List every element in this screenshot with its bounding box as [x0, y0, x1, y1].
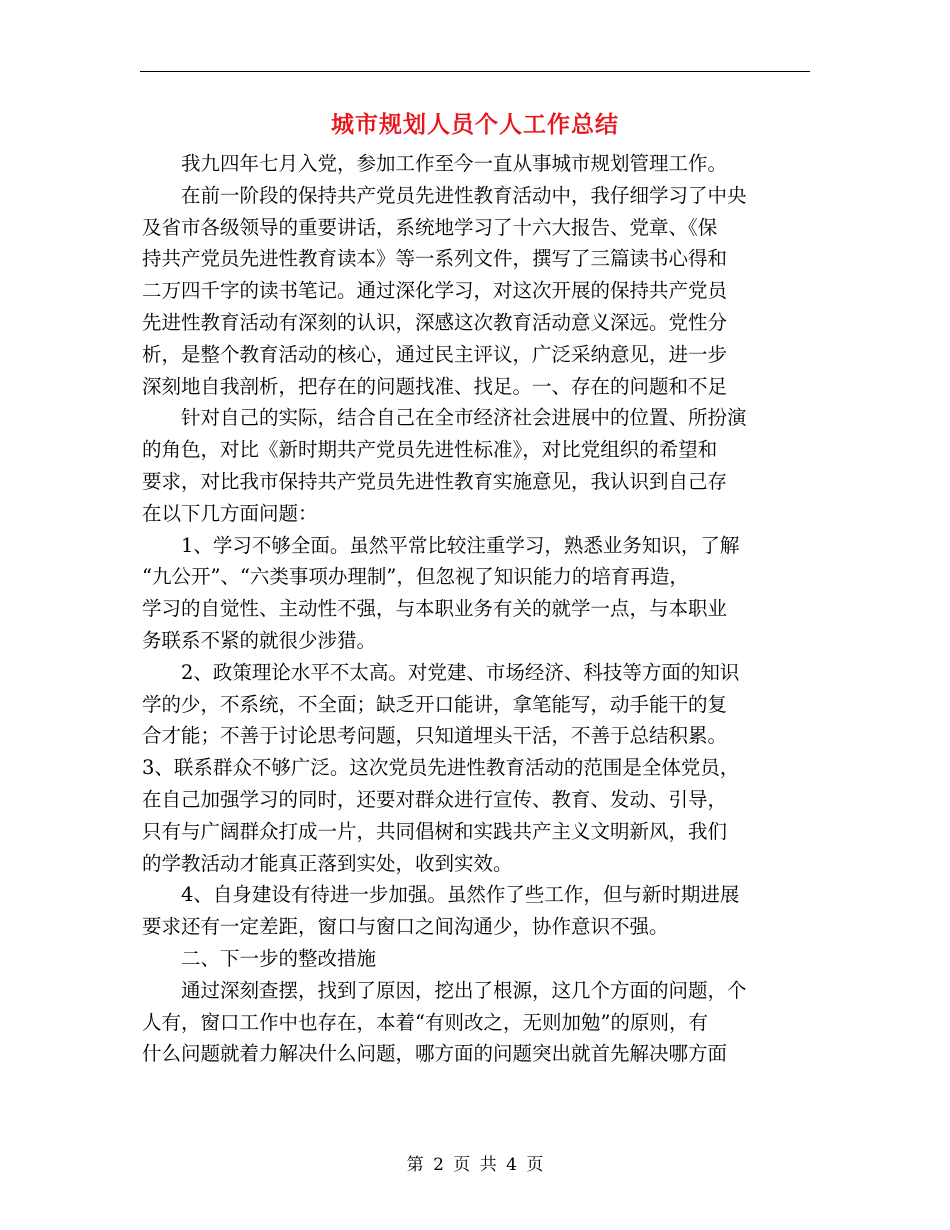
- body-line: 要求，对比我市保持共产党员先进性教育实施意见，我认识到自己存: [142, 469, 728, 493]
- body-line: 持共产党员先进性教育读本》等一系列文件，撰写了三篇读书心得和: [142, 247, 728, 271]
- document-title: 城市规划人员个人工作总结: [331, 111, 619, 138]
- body-line: 学习的自觉性、主动性不强，与本职业务有关的就学一点，与本职业: [142, 597, 728, 621]
- body-line: 析，是整个教育活动的核心，通过民主评议，广泛采纳意见，进一步: [142, 342, 728, 366]
- body-line: 3、联系群众不够广泛。这次党员先进性教育活动的范围是全体党员，: [142, 756, 740, 780]
- body-line: 我九四年七月入党，参加工作至今一直从事城市规划管理工作。: [142, 152, 728, 175]
- body-line: 在以下几方面问题：: [142, 501, 318, 525]
- body-line: 要求还有一定差距，窗口与窗口之间沟通少，协作意识不强。: [142, 915, 669, 939]
- page-number: 第 2 页 共 4 页: [406, 1155, 544, 1175]
- body-line: 1、学习不够全面。虽然平常比较注重学习，熟悉业务知识，了解: [142, 533, 740, 557]
- header-rule: [140, 71, 810, 72]
- body-line: 什么问题就着力解决什么问题，哪方面的问题突出就首先解决哪方面: [142, 1042, 728, 1066]
- body-line: 的角色，对比《新时期共产党员先进性标准》，对比党组织的希望和: [142, 438, 718, 462]
- body-line: 合才能；不善于讨论思考问题，只知道埋头干活，不善于总结积累。: [142, 724, 728, 748]
- body-line: 学的少，不系统，不全面；缺乏开口能讲，拿笔能写，动手能干的复: [142, 692, 728, 716]
- body-line: 在自己加强学习的同时，还要对群众进行宣传、教育、发动、引导，: [142, 787, 728, 811]
- body-line: 只有与广阔群众打成一片，共同倡树和实践共产主义文明新风，我们: [142, 819, 728, 843]
- document-body: [142, 148, 812, 1070]
- body-line: 深刻地自我剖析，把存在的问题找准、找足。一、存在的问题和不足: [142, 374, 728, 398]
- body-line: 通过深刻查摆，找到了原因，挖出了根源，这几个方面的问题，个: [142, 978, 747, 1002]
- body-line: 的学教活动才能真正落到实处，收到实效。: [142, 851, 513, 875]
- body-line: 人有，窗口工作中也存在，本着“有则改之，无则加勉”的原则，有: [142, 1010, 708, 1034]
- body-line: 4、自身建设有待进一步加强。虽然作了些工作，但与新时期进展: [142, 883, 740, 907]
- body-line: 二、下一步的整改措施: [142, 946, 377, 970]
- body-line: 针对自己的实际，结合自己在全市经济社会进展中的位置、所扮演: [142, 406, 747, 430]
- body-line: 及省市各级领导的重要讲话，系统地学习了十六大报告、党章、《保: [142, 215, 718, 239]
- body-line: “九公开”、“六类事项办理制”，但忽视了知识能力的培育再造，: [142, 565, 689, 589]
- body-line: 在前一阶段的保持共产党员先进性教育活动中，我仔细学习了中央: [142, 183, 747, 207]
- body-line: 先进性教育活动有深刻的认识，深感这次教育活动意义深远。党性分: [142, 310, 728, 334]
- body-line: 2、政策理论水平不太高。对党建、市场经济、科技等方面的知识: [142, 660, 740, 684]
- body-line: 二万四千字的读书笔记。通过深化学习，对这次开展的保持共产党员: [142, 279, 728, 303]
- body-line: 务联系不紧的就很少涉猎。: [142, 628, 377, 652]
